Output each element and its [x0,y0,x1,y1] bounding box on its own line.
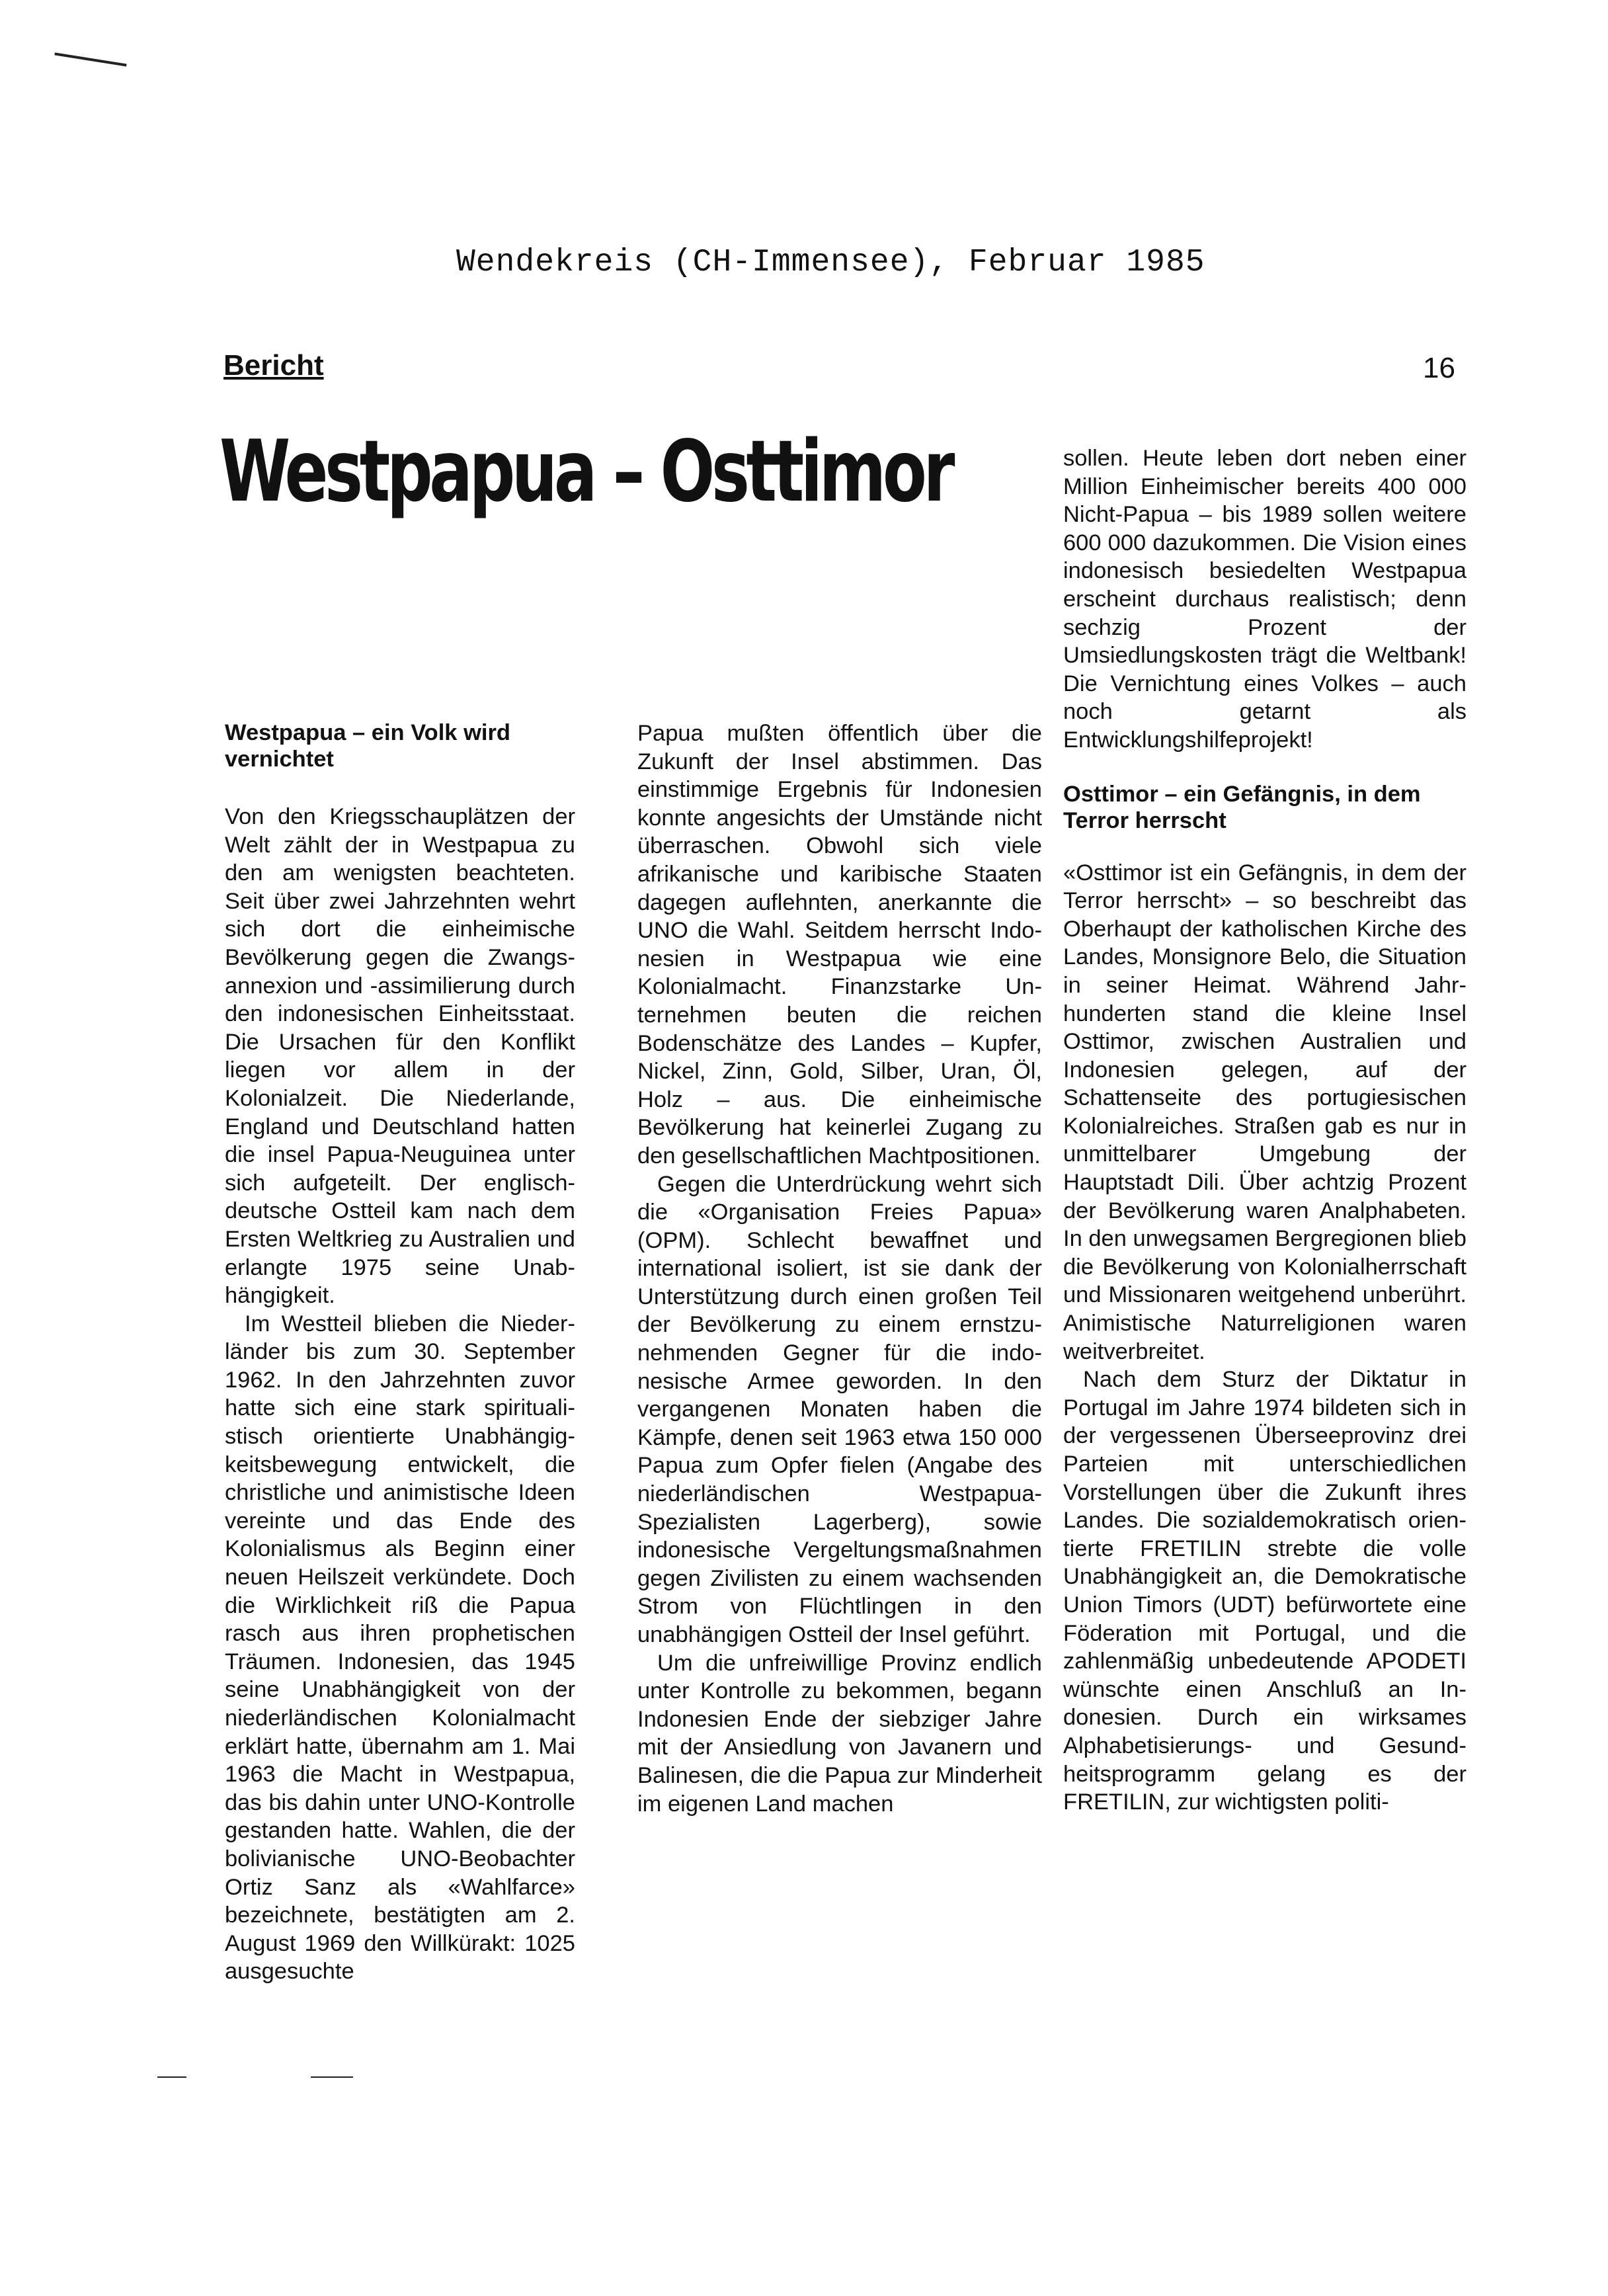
article-column-3 [1063,444,1467,1817]
subhead-osttimor: Osttimor – ein Gefängnis, in dem Terror herrscht [1063,781,1421,833]
paragraph: Um die unfreiwillige Provinz endlich unter Kontrolle zu bekommen, begann Indonesien Ende der siebziger Jahre mit der Ansiedlung von Javanern und Balinesen, die die Papua zur Minderheit im eigenen Land machen [637,1650,1042,1817]
paragraph: «Osttimor ist ein Gefängnis, in dem der Terror herrscht» – so beschreibt das Oberhaupt der katholischen Kirche des Landes, Monsignore Belo, die Situation in seiner Heimat. Während Jahrhunderten stand die kleine Insel Osttimor, zwischen Australien und Indonesien gelegen, auf der Schattenseite des portugiesischen Kolonialreiches. Straßen gab es nur in unmittelbarer Umgebung der Hauptstadt Dili. Über achtzig Prozent der Bevölkerung waren Analphabeten. In den unwegsamen Bergregionen blieb die Bevölkerung von Kolonialherrschaft und Missionaren weitgehend unberührt. Animistische Naturreligionen waren weitverbreitet. [1063,860,1467,1364]
paragraph: sollen. Heute leben dort neben einer Million Einheimischer bereits 400 000 Nicht-Papua – bis 1989 sollen weitere 600 000 dazukommen. Die Vision eines indonesisch besiedelten Westpapua erscheint durchaus realistisch; denn sechzig Prozent der Umsiedlungskosten trägt die Weltbank! Die Vernichtung eines Volkes – auch noch getarnt als Entwicklungshilfeprojekt! [1063,446,1467,753]
section-rubric: Bericht [223,349,324,382]
scan-mark-bottom-left [157,2076,186,2078]
scan-mark-bottom-center [311,2076,353,2078]
article-column-1 [225,719,575,1986]
scan-mark-top-left [54,52,126,66]
article-title: Westpapua – Osttimor [220,423,952,521]
paragraph: Papua mußten öffentlich über die Zukunft der Insel abstimmen. Das einstimmige Ergebnis für Indonesien konnte angesichts der Umstände nicht überraschen. Obwohl sich viele afrikanische und karibische Staaten dagegen auflehnten, anerkannte die UNO die Wahl. Seitdem herrscht Indonesien in Westpapua wie eine Kolonialmacht. Finanzstarke Unternehmen beuten die reichen Bodenschätze des Landes – Kupfer, Nickel, Zinn, Gold, Silber, Uran, Öl, Holz – aus. Die einheimische Bevölkerung hat keinerlei Zugang zu den gesellschaftlichen Machtpositionen. [637,721,1042,1168]
subhead-westpapua: Westpapua – ein Volk wird vernichtet [225,720,510,772]
paragraph: Von den Kriegsschauplätzen der Welt zählt der in Westpapua zu den am wenigsten beachteten. Seit über zwei Jahrzehnten wehrt sich dort die einheimische Bevölkerung gegen die Zwangsannexion und -assimilierung durch den indonesischen Einheitsstaat. Die Ursachen für den Konflikt liegen vor allem in der Kolonialzeit. Die Niederlande, England und Deutschland hatten die insel Papua-Neuguinea unter sich aufgeteilt. Der englisch-deutsche Ostteil kam nach dem Ersten Weltkrieg zu Australien und erlangte 1975 seine Unabhängigkeit. [225,804,575,1309]
paragraph: Gegen die Unterdrückung wehrt sich die «Organisation Freies Papua» (OPM). Schlecht bewaffnet und international isoliert, ist sie dank der Unterstützung durch einen großen Teil der Bevölkerung zu einem ernstzunehmenden Gegner für die indonesische Armee geworden. In den vergangenen Monaten haben die Kämpfe, denen seit 1963 etwa 150 000 Papua zum Opfer fielen (Angabe des niederländischen Westpapua-Spezialisten Lagerberg), sowie indonesische Vergeltungsmaßnahmen gegen Zivilisten zu einem wachsenden Strom von Flüchtlingen in den unabhängigen Ostteil der Insel geführt. [637,1171,1042,1647]
paragraph: Im Westteil blieben die Niederländer bis zum 30. September 1962. In den Jahrzehnten zuvor hatte sich eine stark spiritualistisch orientierte Unabhängigkeitsbewegung entwickelt, die christliche und animistische Ideen vereinte und das Ende des Kolonialismus als Beginn einer neuen Heilszeit verkündete. Doch die Wirklichkeit riß die Papua rasch aus ihren prophetischen Träumen. Indonesien, das 1945 seine Unabhängigkeit von der niederländischen Kolonialmacht erklärt hatte, übernahm am 1. Mai 1963 die Macht in Westpapua, das bis dahin unter UNO-Kontrolle gestanden hatte. Wahlen, die der bolivianische UNO-Beobachter Ortiz Sanz als «Wahlfarce» bezeichnete, bestätigten am 2. August 1969 den Willkürakt: 1025 ausgesuchte [225,1311,575,1985]
paragraph: Nach dem Sturz der Diktatur in Portugal im Jahre 1974 bildeten sich in der vergessenen Überseeprovinz drei Parteien mit unterschiedlichen Vorstellungen über die Zukunft ihres Landes. Die sozialdemokratisch orientierte FRETILIN strebte die volle Unabhängigkeit an, die Demokratische Union Timors (UDT) befürwortete eine Föderation mit Portugal, und die zahlenmäßig unbedeutende APODETI wünschte einen Anschluß an Indonesien. Durch ein wirksames Alphabetisierungs- und Gesundheitsprogramm gelang es der FRETILIN, zur wichtigsten politi- [1063,1367,1467,1815]
page-number: 16 [1423,352,1455,384]
source-line: Wendekreis (CH-Immensee), Februar 1985 [456,245,1205,280]
article-column-2 [637,719,1042,1818]
